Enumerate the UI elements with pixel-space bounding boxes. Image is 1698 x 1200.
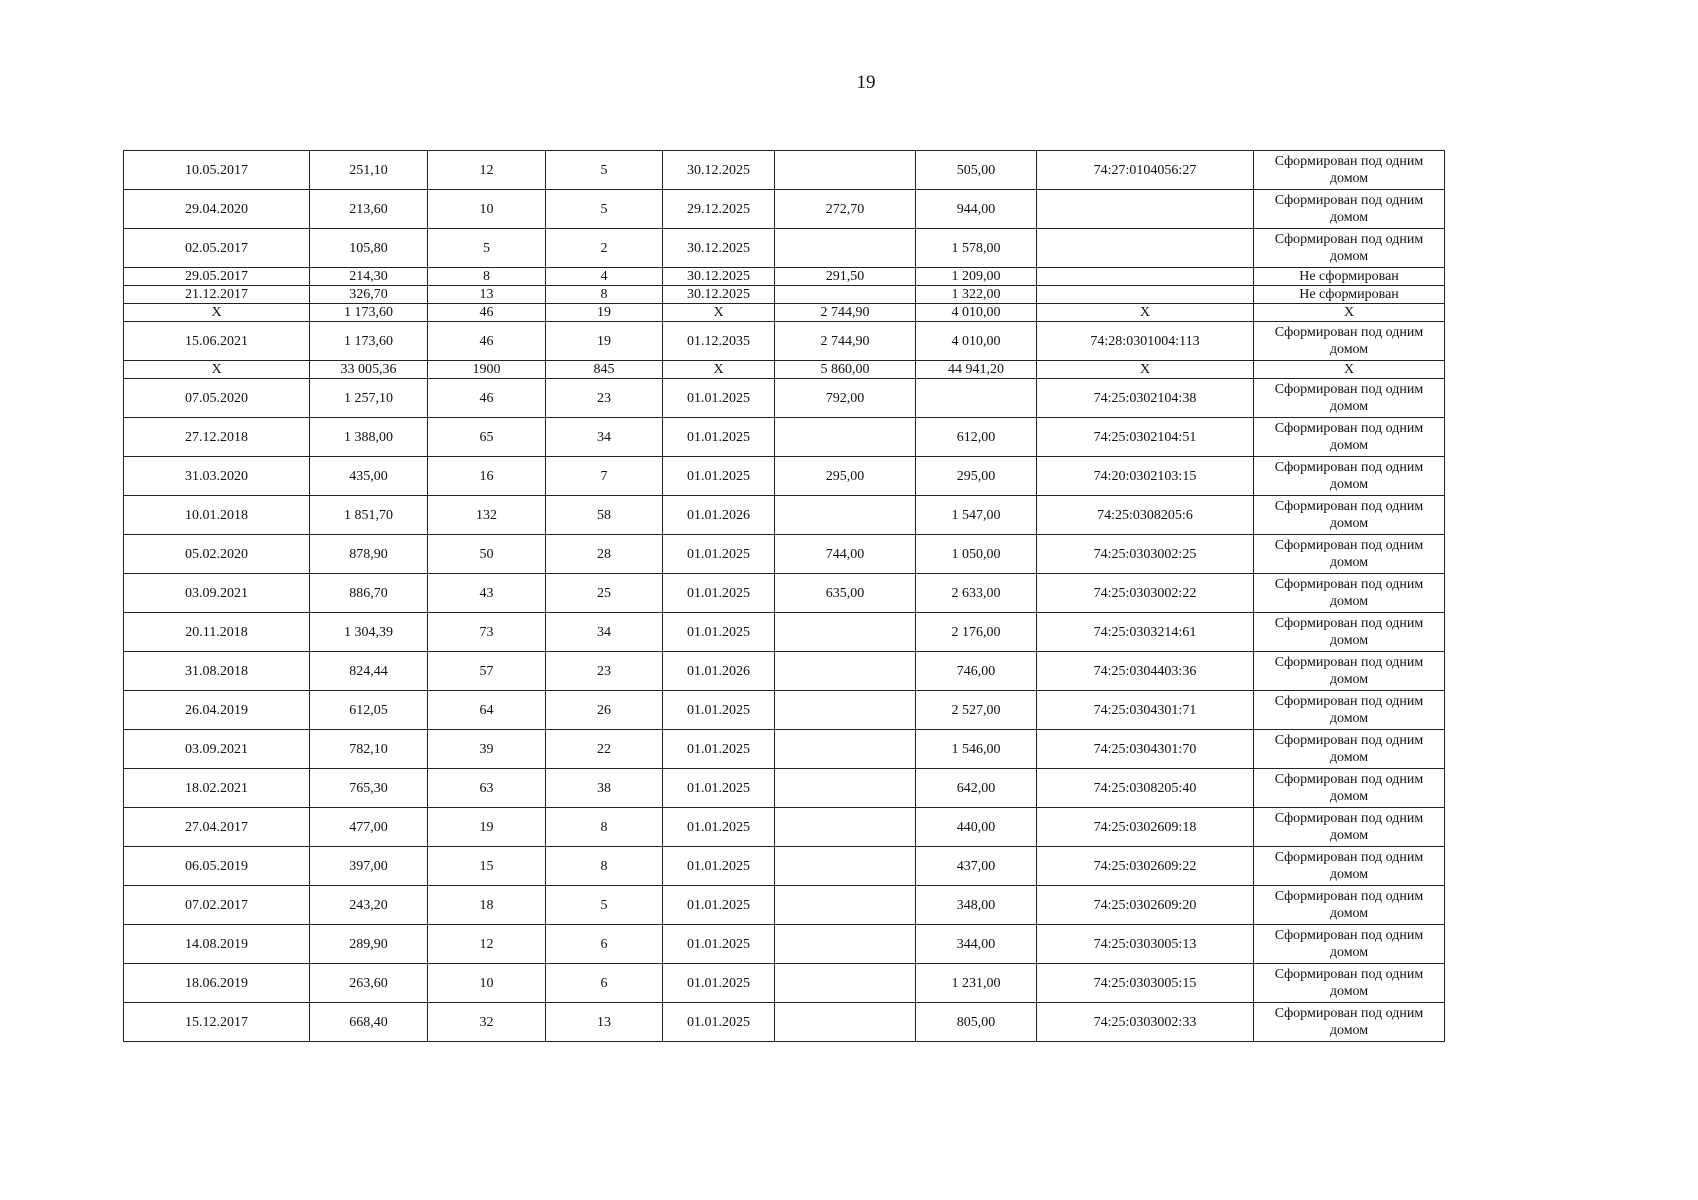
- land-area-cell: 1 547,00: [916, 496, 1037, 535]
- cadastral-number-cell: 74:28:0301004:113: [1037, 322, 1254, 361]
- land-area-cell: 805,00: [916, 1003, 1037, 1042]
- apartments-cell: 13: [546, 1003, 663, 1042]
- residents-cell: 19: [428, 808, 546, 847]
- area-b-cell: 2 744,90: [775, 322, 916, 361]
- date-cell: 27.04.2017: [124, 808, 310, 847]
- land-area-cell: 505,00: [916, 151, 1037, 190]
- area-b-cell: 2 744,90: [775, 304, 916, 322]
- date-cell: 18.02.2021: [124, 769, 310, 808]
- area-b-cell: 272,70: [775, 190, 916, 229]
- residents-cell: 12: [428, 151, 546, 190]
- land-area-cell: 2 527,00: [916, 691, 1037, 730]
- status-cell: Сформирован под одним домом: [1254, 535, 1445, 574]
- residents-cell: 10: [428, 190, 546, 229]
- area-cell: 243,20: [310, 886, 428, 925]
- status-cell: Сформирован под одним домом: [1254, 151, 1445, 190]
- table-row: [124, 808, 1445, 847]
- status-cell: Сформирован под одним домом: [1254, 457, 1445, 496]
- land-area-cell: 1 546,00: [916, 730, 1037, 769]
- residents-cell: 8: [428, 268, 546, 286]
- deadline-cell: 01.01.2025: [663, 379, 775, 418]
- area-b-cell: [775, 229, 916, 268]
- table-row: [124, 886, 1445, 925]
- cadastral-number-cell: [1037, 286, 1254, 304]
- deadline-cell: 30.12.2025: [663, 151, 775, 190]
- cadastral-number-cell: 74:25:0303002:33: [1037, 1003, 1254, 1042]
- area-cell: 289,90: [310, 925, 428, 964]
- cadastral-number-cell: X: [1037, 304, 1254, 322]
- date-cell: 15.12.2017: [124, 1003, 310, 1042]
- apartments-cell: 6: [546, 964, 663, 1003]
- date-cell: 05.02.2020: [124, 535, 310, 574]
- cadastral-number-cell: 74:25:0308205:6: [1037, 496, 1254, 535]
- date-cell: 07.05.2020: [124, 379, 310, 418]
- table-row: [124, 730, 1445, 769]
- area-b-cell: [775, 886, 916, 925]
- apartments-cell: 34: [546, 418, 663, 457]
- area-b-cell: [775, 925, 916, 964]
- apartments-cell: 5: [546, 190, 663, 229]
- area-b-cell: [775, 613, 916, 652]
- residents-cell: 46: [428, 304, 546, 322]
- apartments-cell: 22: [546, 730, 663, 769]
- status-cell: Сформирован под одним домом: [1254, 229, 1445, 268]
- area-cell: 612,05: [310, 691, 428, 730]
- area-b-cell: [775, 496, 916, 535]
- cadastral-number-cell: X: [1037, 361, 1254, 379]
- status-cell: Сформирован под одним домом: [1254, 418, 1445, 457]
- cadastral-number-cell: 74:25:0308205:40: [1037, 769, 1254, 808]
- apartments-cell: 7: [546, 457, 663, 496]
- area-b-cell: 295,00: [775, 457, 916, 496]
- apartments-cell: 8: [546, 808, 663, 847]
- land-area-cell: 612,00: [916, 418, 1037, 457]
- table-row: [124, 418, 1445, 457]
- area-cell: 214,30: [310, 268, 428, 286]
- area-b-cell: [775, 769, 916, 808]
- land-area-cell: 2 176,00: [916, 613, 1037, 652]
- area-b-cell: [775, 730, 916, 769]
- area-b-cell: 635,00: [775, 574, 916, 613]
- residents-cell: 5: [428, 229, 546, 268]
- date-cell: X: [124, 304, 310, 322]
- area-b-cell: [775, 964, 916, 1003]
- residents-cell: 12: [428, 925, 546, 964]
- status-cell: Сформирован под одним домом: [1254, 769, 1445, 808]
- status-cell: X: [1254, 304, 1445, 322]
- land-area-cell: 348,00: [916, 886, 1037, 925]
- table-row: [124, 1003, 1445, 1042]
- table-row: [124, 769, 1445, 808]
- status-cell: Сформирован под одним домом: [1254, 190, 1445, 229]
- table-row: [124, 304, 1445, 322]
- date-cell: 26.04.2019: [124, 691, 310, 730]
- residents-cell: 43: [428, 574, 546, 613]
- cadastral-number-cell: 74:25:0303214:61: [1037, 613, 1254, 652]
- table-row: [124, 151, 1445, 190]
- apartments-cell: 26: [546, 691, 663, 730]
- deadline-cell: 01.01.2025: [663, 886, 775, 925]
- area-cell: 1 257,10: [310, 379, 428, 418]
- area-cell: 878,90: [310, 535, 428, 574]
- land-area-cell: 1 578,00: [916, 229, 1037, 268]
- land-area-cell: 944,00: [916, 190, 1037, 229]
- status-cell: Не сформирован: [1254, 286, 1445, 304]
- area-cell: 251,10: [310, 151, 428, 190]
- cadastral-number-cell: 74:25:0302609:18: [1037, 808, 1254, 847]
- residents-cell: 18: [428, 886, 546, 925]
- status-cell: Сформирован под одним домом: [1254, 964, 1445, 1003]
- area-cell: 1 388,00: [310, 418, 428, 457]
- deadline-cell: 01.01.2025: [663, 613, 775, 652]
- date-cell: 21.12.2017: [124, 286, 310, 304]
- cadastral-number-cell: 74:25:0303002:25: [1037, 535, 1254, 574]
- deadline-cell: 30.12.2025: [663, 286, 775, 304]
- status-cell: Сформирован под одним домом: [1254, 691, 1445, 730]
- date-cell: 31.03.2020: [124, 457, 310, 496]
- area-b-cell: [775, 418, 916, 457]
- status-cell: Сформирован под одним домом: [1254, 847, 1445, 886]
- status-cell: Сформирован под одним домом: [1254, 730, 1445, 769]
- area-cell: 1 173,60: [310, 322, 428, 361]
- apartments-cell: 19: [546, 322, 663, 361]
- area-cell: 263,60: [310, 964, 428, 1003]
- area-cell: 668,40: [310, 1003, 428, 1042]
- area-cell: 435,00: [310, 457, 428, 496]
- residents-cell: 16: [428, 457, 546, 496]
- cadastral-number-cell: 74:25:0303005:15: [1037, 964, 1254, 1003]
- apartments-cell: 4: [546, 268, 663, 286]
- residents-cell: 63: [428, 769, 546, 808]
- table-row: [124, 847, 1445, 886]
- deadline-cell: 30.12.2025: [663, 229, 775, 268]
- deadline-cell: 30.12.2025: [663, 268, 775, 286]
- deadline-cell: 01.01.2025: [663, 691, 775, 730]
- status-cell: Сформирован под одним домом: [1254, 574, 1445, 613]
- apartments-cell: 23: [546, 379, 663, 418]
- deadline-cell: 01.01.2025: [663, 418, 775, 457]
- land-area-cell: 344,00: [916, 925, 1037, 964]
- area-b-cell: [775, 286, 916, 304]
- land-area-cell: 1 050,00: [916, 535, 1037, 574]
- apartments-cell: 2: [546, 229, 663, 268]
- cadastral-number-cell: 74:25:0304301:70: [1037, 730, 1254, 769]
- apartments-cell: 23: [546, 652, 663, 691]
- cadastral-number-cell: 74:25:0304301:71: [1037, 691, 1254, 730]
- table-row: [124, 613, 1445, 652]
- area-b-cell: 291,50: [775, 268, 916, 286]
- table-row: [124, 361, 1445, 379]
- area-b-cell: [775, 808, 916, 847]
- area-cell: 326,70: [310, 286, 428, 304]
- cadastral-number-cell: [1037, 190, 1254, 229]
- apartments-cell: 34: [546, 613, 663, 652]
- deadline-cell: 01.12.2035: [663, 322, 775, 361]
- deadline-cell: 01.01.2025: [663, 730, 775, 769]
- table-row: [124, 652, 1445, 691]
- area-cell: 1 851,70: [310, 496, 428, 535]
- area-cell: 1 173,60: [310, 304, 428, 322]
- deadline-cell: 01.01.2025: [663, 457, 775, 496]
- table-row: [124, 322, 1445, 361]
- table-body: [124, 151, 1445, 1042]
- land-area-cell: 44 941,20: [916, 361, 1037, 379]
- land-area-cell: 4 010,00: [916, 304, 1037, 322]
- cadastral-number-cell: [1037, 268, 1254, 286]
- date-cell: 29.05.2017: [124, 268, 310, 286]
- date-cell: 14.08.2019: [124, 925, 310, 964]
- page-number: 19: [856, 72, 876, 93]
- date-cell: 02.05.2017: [124, 229, 310, 268]
- area-b-cell: [775, 1003, 916, 1042]
- table-row: [124, 925, 1445, 964]
- deadline-cell: 01.01.2026: [663, 652, 775, 691]
- deadline-cell: 01.01.2025: [663, 1003, 775, 1042]
- table-row: [124, 379, 1445, 418]
- area-b-cell: 744,00: [775, 535, 916, 574]
- status-cell: X: [1254, 361, 1445, 379]
- land-area-cell: [916, 379, 1037, 418]
- residents-cell: 73: [428, 613, 546, 652]
- land-area-cell: 440,00: [916, 808, 1037, 847]
- area-cell: 765,30: [310, 769, 428, 808]
- residents-cell: 39: [428, 730, 546, 769]
- status-cell: Сформирован под одним домом: [1254, 925, 1445, 964]
- apartments-cell: 6: [546, 925, 663, 964]
- housing-register-table: [123, 150, 1445, 1042]
- table-row: [124, 457, 1445, 496]
- table-row: [124, 691, 1445, 730]
- area-b-cell: [775, 691, 916, 730]
- cadastral-number-cell: 74:25:0302609:20: [1037, 886, 1254, 925]
- residents-cell: 13: [428, 286, 546, 304]
- land-area-cell: 4 010,00: [916, 322, 1037, 361]
- cadastral-number-cell: 74:25:0302104:38: [1037, 379, 1254, 418]
- table-row: [124, 574, 1445, 613]
- date-cell: 27.12.2018: [124, 418, 310, 457]
- land-area-cell: 746,00: [916, 652, 1037, 691]
- apartments-cell: 8: [546, 286, 663, 304]
- table-row: [124, 229, 1445, 268]
- status-cell: Сформирован под одним домом: [1254, 322, 1445, 361]
- date-cell: 15.06.2021: [124, 322, 310, 361]
- status-cell: Не сформирован: [1254, 268, 1445, 286]
- residents-cell: 64: [428, 691, 546, 730]
- deadline-cell: X: [663, 304, 775, 322]
- apartments-cell: 38: [546, 769, 663, 808]
- deadline-cell: 29.12.2025: [663, 190, 775, 229]
- land-area-cell: 437,00: [916, 847, 1037, 886]
- cadastral-number-cell: 74:27:0104056:27: [1037, 151, 1254, 190]
- apartments-cell: 28: [546, 535, 663, 574]
- apartments-cell: 5: [546, 886, 663, 925]
- cadastral-number-cell: 74:25:0304403:36: [1037, 652, 1254, 691]
- date-cell: 03.09.2021: [124, 574, 310, 613]
- status-cell: Сформирован под одним домом: [1254, 808, 1445, 847]
- land-area-cell: 2 633,00: [916, 574, 1037, 613]
- residents-cell: 10: [428, 964, 546, 1003]
- residents-cell: 132: [428, 496, 546, 535]
- area-cell: 105,80: [310, 229, 428, 268]
- cadastral-number-cell: 74:25:0302104:51: [1037, 418, 1254, 457]
- area-cell: 213,60: [310, 190, 428, 229]
- residents-cell: 50: [428, 535, 546, 574]
- land-area-cell: 642,00: [916, 769, 1037, 808]
- cadastral-number-cell: 74:25:0303005:13: [1037, 925, 1254, 964]
- residents-cell: 65: [428, 418, 546, 457]
- deadline-cell: 01.01.2025: [663, 769, 775, 808]
- table-row: [124, 190, 1445, 229]
- date-cell: 20.11.2018: [124, 613, 310, 652]
- apartments-cell: 8: [546, 847, 663, 886]
- table-row: [124, 286, 1445, 304]
- area-b-cell: [775, 151, 916, 190]
- area-cell: 824,44: [310, 652, 428, 691]
- status-cell: Сформирован под одним домом: [1254, 496, 1445, 535]
- date-cell: 03.09.2021: [124, 730, 310, 769]
- deadline-cell: 01.01.2025: [663, 808, 775, 847]
- date-cell: 10.01.2018: [124, 496, 310, 535]
- cadastral-number-cell: 74:25:0303002:22: [1037, 574, 1254, 613]
- area-b-cell: [775, 847, 916, 886]
- area-cell: 886,70: [310, 574, 428, 613]
- deadline-cell: 01.01.2025: [663, 535, 775, 574]
- date-cell: X: [124, 361, 310, 379]
- residents-cell: 15: [428, 847, 546, 886]
- deadline-cell: 01.01.2026: [663, 496, 775, 535]
- area-cell: 782,10: [310, 730, 428, 769]
- land-area-cell: 295,00: [916, 457, 1037, 496]
- deadline-cell: 01.01.2025: [663, 847, 775, 886]
- deadline-cell: 01.01.2025: [663, 925, 775, 964]
- deadline-cell: 01.01.2025: [663, 964, 775, 1003]
- cadastral-number-cell: 74:25:0302609:22: [1037, 847, 1254, 886]
- area-cell: 1 304,39: [310, 613, 428, 652]
- date-cell: 31.08.2018: [124, 652, 310, 691]
- residents-cell: 46: [428, 379, 546, 418]
- apartments-cell: 58: [546, 496, 663, 535]
- status-cell: Сформирован под одним домом: [1254, 886, 1445, 925]
- cadastral-number-cell: [1037, 229, 1254, 268]
- area-cell: 33 005,36: [310, 361, 428, 379]
- apartments-cell: 5: [546, 151, 663, 190]
- table-row: [124, 496, 1445, 535]
- apartments-cell: 19: [546, 304, 663, 322]
- table-row: [124, 535, 1445, 574]
- date-cell: 10.05.2017: [124, 151, 310, 190]
- apartments-cell: 25: [546, 574, 663, 613]
- status-cell: Сформирован под одним домом: [1254, 379, 1445, 418]
- area-cell: 477,00: [310, 808, 428, 847]
- land-area-cell: 1 322,00: [916, 286, 1037, 304]
- cadastral-number-cell: 74:20:0302103:15: [1037, 457, 1254, 496]
- area-b-cell: 792,00: [775, 379, 916, 418]
- area-b-cell: 5 860,00: [775, 361, 916, 379]
- deadline-cell: X: [663, 361, 775, 379]
- date-cell: 06.05.2019: [124, 847, 310, 886]
- status-cell: Сформирован под одним домом: [1254, 652, 1445, 691]
- date-cell: 07.02.2017: [124, 886, 310, 925]
- deadline-cell: 01.01.2025: [663, 574, 775, 613]
- status-cell: Сформирован под одним домом: [1254, 1003, 1445, 1042]
- date-cell: 18.06.2019: [124, 964, 310, 1003]
- apartments-cell: 845: [546, 361, 663, 379]
- land-area-cell: 1 231,00: [916, 964, 1037, 1003]
- date-cell: 29.04.2020: [124, 190, 310, 229]
- status-cell: Сформирован под одним домом: [1254, 613, 1445, 652]
- residents-cell: 46: [428, 322, 546, 361]
- table-row: [124, 268, 1445, 286]
- table-row: [124, 964, 1445, 1003]
- residents-cell: 32: [428, 1003, 546, 1042]
- area-b-cell: [775, 652, 916, 691]
- land-area-cell: 1 209,00: [916, 268, 1037, 286]
- area-cell: 397,00: [310, 847, 428, 886]
- residents-cell: 57: [428, 652, 546, 691]
- residents-cell: 1900: [428, 361, 546, 379]
